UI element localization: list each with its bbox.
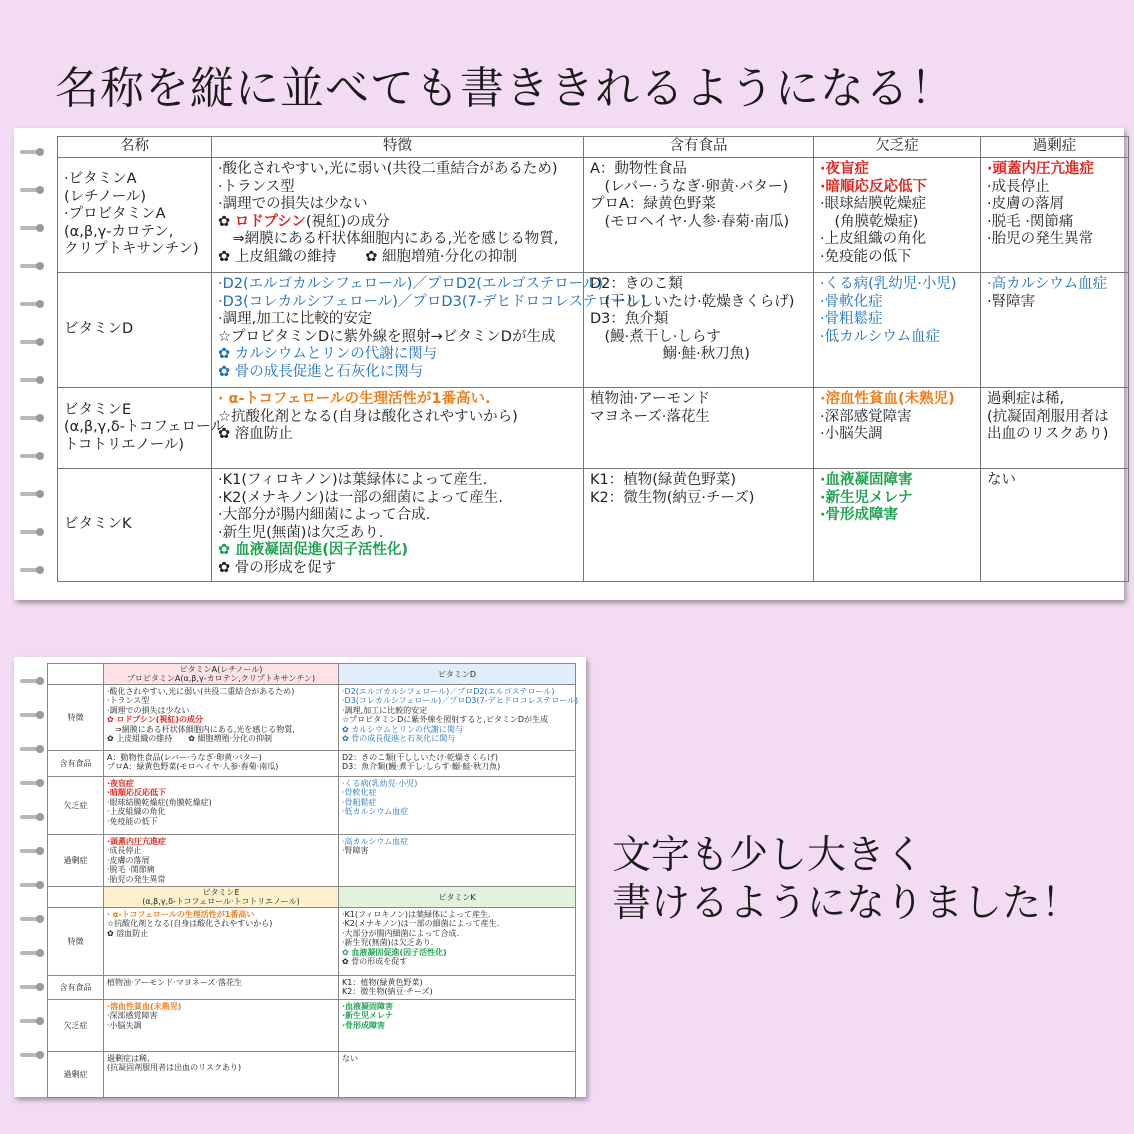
- blank-header: [48, 664, 104, 685]
- binder-ring-icon: [20, 847, 48, 855]
- cell-line: 植物油·アーモンド·マヨネーズ·落花生: [107, 978, 242, 988]
- cell-line: ·小脳失調: [107, 1020, 142, 1030]
- table-row: [48, 777, 576, 835]
- caption: [612, 832, 1080, 928]
- cell-line: ·プロビタミンA: [64, 206, 166, 223]
- cell-line: ·上皮組織の角化: [820, 231, 927, 248]
- cell-line: ·胎児の発生異常: [987, 231, 1094, 248]
- binder-ring-icon: [20, 813, 48, 821]
- table-row: [48, 751, 576, 777]
- cell-line: ·D2(エルゴカルシフェロール)／プロD2(エルゴステロール): [218, 276, 604, 292]
- cell-line: (抗凝固剤服用者は: [987, 408, 1109, 425]
- cell-line: マヨネーズ·落花生: [590, 408, 710, 425]
- binder-ring-icon: [20, 300, 48, 308]
- binder-ring-icon: [20, 1017, 48, 1025]
- table-row: [58, 158, 1129, 273]
- deficiency-cell: [814, 158, 981, 273]
- cell-line: ·高カルシウム血症: [342, 837, 409, 846]
- cell-line: ·K2(メナキノン)は一部の細菌によって産生.: [342, 919, 500, 929]
- row-label: 欠乏症: [48, 999, 104, 1051]
- caption-line: 文字も少し大きく: [612, 833, 925, 878]
- cell-line: ·免疫能の低下: [820, 248, 912, 265]
- cell-line: ✿ 骨の形成を促す: [218, 559, 337, 576]
- cell-line: K1：植物(緑黄色野菜): [342, 978, 423, 988]
- row-label: 過剰症: [48, 1051, 104, 1097]
- cell-line: (α,β,γ-カロテン,: [64, 223, 174, 240]
- cell-line: クリプトキサンチン): [64, 241, 199, 258]
- cell-line: ·くる病(乳幼児·小児): [820, 276, 957, 292]
- binder-ring-icon: [20, 983, 48, 991]
- cell-line: K2：微生物(納豆·チーズ): [590, 489, 755, 506]
- cell-line: ない: [342, 1053, 358, 1063]
- binder-ring-icon: [20, 490, 48, 498]
- vitamin-table-compact: [47, 663, 579, 1098]
- foods-cell: [584, 388, 814, 469]
- cell-line: ビタミンE: [64, 401, 132, 418]
- cell-line: 出血のリスクあり): [987, 426, 1109, 443]
- table-header-row: [48, 887, 576, 908]
- cell-line: ·K1(フィロキノン)は葉緑体によって産生.: [342, 910, 491, 920]
- cell-line: ·酸化されやすい,光に弱い(共役二重結合があるため): [107, 687, 295, 696]
- cell-line: ·眼球結膜乾燥症(角膜乾燥症): [107, 797, 212, 807]
- vitamin-name-cell: [58, 158, 212, 273]
- data-cell: [339, 777, 576, 835]
- cell-line: ·成長停止: [987, 178, 1050, 195]
- cell-line: ·調理,加工に比較的安定: [218, 311, 373, 328]
- binder-ring-icon: [20, 745, 48, 753]
- cell-line: ✿ 骨の成長促進と石灰化に関与: [342, 734, 456, 744]
- row-label: 含有食品: [48, 976, 104, 1000]
- data-cell: [104, 777, 339, 835]
- table-header-row: [48, 664, 576, 685]
- data-cell: [104, 835, 339, 887]
- foods-cell: [584, 273, 814, 388]
- cell-line: ✿ 上皮組織の維持 ✿ 細胞増殖·分化の抑制: [107, 734, 273, 744]
- cell-line: (レチノール): [64, 188, 147, 205]
- cell-line: ·調理での損失は少ない: [218, 196, 368, 213]
- data-cell: [339, 751, 576, 777]
- cell-line: ·皮膚の落屑: [107, 855, 150, 865]
- data-cell: [104, 976, 339, 1000]
- cell-line: ·頭蓋内圧亢進症: [107, 837, 167, 846]
- binder-rings: [20, 128, 50, 600]
- column-header: 特徴: [212, 137, 584, 158]
- vitamin-name-cell: [58, 273, 212, 388]
- cell-line: ·新生児(無菌)は欠乏あり.: [342, 938, 434, 948]
- data-cell: [104, 999, 339, 1051]
- cell-line: (モロヘイヤ·人参·春菊·南瓜): [590, 213, 790, 230]
- cell-line: 過剰症は稀,: [987, 391, 1065, 407]
- header-line: ビタミンE: [202, 888, 240, 898]
- cell-line: ·酸化されやすい,光に弱い(共役二重結合があるため): [218, 161, 558, 177]
- binder-ring-icon: [20, 711, 48, 719]
- data-cell: [339, 685, 579, 751]
- cell-line: ·腎障害: [987, 293, 1036, 310]
- cell-line: ✿ ロドプシン(視紅)の成分: [107, 715, 204, 725]
- cell-line: トコトリエノール): [64, 436, 185, 453]
- binder-ring-icon: [20, 881, 48, 889]
- cell-line: ✿ 血液凝固促進(因子活性化): [342, 947, 447, 957]
- cell-line: ·深部感覚障害: [107, 1011, 158, 1021]
- row-label: 欠乏症: [48, 777, 104, 835]
- cell-line: ·D2(エルゴカルシフェロール)／プロD2(エルゴステロール): [342, 687, 555, 696]
- binder-ring-icon: [20, 566, 48, 574]
- cell-line: ·上皮組織の角化: [107, 807, 166, 817]
- features-cell: [212, 158, 584, 273]
- data-cell: [104, 908, 339, 976]
- deficiency-cell: [814, 469, 981, 582]
- row-label: 特徴: [48, 685, 104, 751]
- header-line: ビタミンK: [438, 892, 476, 902]
- header-line: ビタミンA(レチノール): [179, 665, 263, 674]
- cell-line: D3：魚介類(鰻·煮干し·しらす·鰯·鮭·秋刀魚): [342, 762, 501, 772]
- vitamin-name-cell: [58, 388, 225, 469]
- cell-line: ·大部分が腸内細菌によって合成.: [342, 928, 460, 938]
- binder-ring-icon: [20, 224, 48, 232]
- cell-line: ✿ 上皮組織の維持 ✿ 細胞増殖·分化の抑制: [218, 248, 518, 265]
- cell-line: ·骨粗鬆症: [342, 797, 377, 807]
- cell-line: ·調理,加工に比較的安定: [342, 705, 428, 715]
- cell-line: ·夜盲症: [107, 779, 135, 788]
- table-row: [58, 388, 1129, 469]
- vitamin-header: [104, 887, 339, 908]
- row-label: 特徴: [48, 908, 104, 976]
- cell-line: ✿ 溶血防止: [218, 426, 293, 443]
- cell-line: ☆プロビタミンDに紫外線を照射すると,ビタミンDが生成: [342, 715, 549, 725]
- cell-line: A：動物性食品: [590, 161, 687, 177]
- table-row: [48, 1051, 576, 1097]
- cell-line: ·溶血性貧血(未熟児): [107, 1001, 182, 1011]
- binder-ring-icon: [20, 186, 48, 194]
- cell-line: ·骨軟化症: [342, 788, 377, 798]
- vitamin-table-wide: [57, 136, 1129, 582]
- cell-line: ·K1(フィロキノン)は葉緑体によって産生.: [218, 472, 488, 488]
- cell-line: ·暗順応反応低下: [820, 178, 928, 195]
- cell-line: ·免疫能の低下: [107, 816, 158, 826]
- cell-line: ✿ ロドプシン(視紅)の成分: [218, 213, 390, 230]
- cell-line: ✿ 骨の成長促進と石灰化に関与: [218, 363, 424, 380]
- features-cell: [212, 388, 584, 469]
- cell-line: ·皮膚の落屑: [987, 196, 1065, 213]
- cell-line: ✿ カルシウムとリンの代謝に関与: [342, 724, 463, 734]
- cell-line: ·低カルシウム血症: [342, 807, 409, 817]
- data-cell: [339, 908, 576, 976]
- table-row: [48, 835, 576, 887]
- cell-line: ·高カルシウム血症: [987, 276, 1108, 292]
- cell-line: ·D3(コレカルシフェロール)／プロD3(7-デヒドロコレステロール): [342, 696, 579, 706]
- cell-line: ·トランス型: [107, 696, 150, 706]
- highlight-term: ロドプシン: [234, 213, 306, 230]
- cell-line: ·眼球結膜乾燥症: [820, 196, 927, 213]
- cell-line: (角膜乾燥症): [820, 213, 919, 230]
- header-line: ビタミンD: [437, 669, 477, 679]
- cell-line: (鰻·煮干し·しらす: [590, 328, 721, 345]
- cell-line: ·K2(メナキノン)は一部の細菌によって産生.: [218, 489, 503, 506]
- row-label: 含有食品: [48, 751, 104, 777]
- cell-line: ·骨粗鬆症: [820, 311, 883, 328]
- cell-line: ·血液凝固障害: [820, 472, 913, 488]
- cell-line: ·脱毛 ·関節痛: [987, 213, 1074, 230]
- cell-line: ✿ 血液凝固促進(因子活性化): [218, 542, 408, 559]
- data-cell: [339, 999, 576, 1051]
- cell-line: ·頭蓋内圧亢進症: [987, 161, 1095, 177]
- vitamin-header: [339, 887, 576, 908]
- cell-line: ·ビタミンA: [64, 171, 137, 188]
- table-row: [48, 685, 576, 751]
- binder-ring-icon: [20, 1051, 48, 1059]
- table-row: [58, 273, 1129, 388]
- vitamin-header: [104, 664, 339, 685]
- cell-line: ·くる病(乳幼児·小児): [342, 779, 418, 788]
- row-label: 過剰症: [48, 835, 104, 887]
- table-header-row: [58, 137, 1129, 158]
- cell-line: ⇒網膜にある杆状体細胞内にある,光を感じる物質,: [218, 231, 559, 248]
- cell-line: (α,β,γ,δ-トコフェロール: [64, 419, 225, 436]
- binder-ring-icon: [20, 148, 48, 156]
- cell-line: ·骨軟化症: [820, 293, 883, 310]
- headline: 名称を縦に並べても書ききれるようになる！: [55, 63, 955, 114]
- vitamin-table-card-wide: [14, 128, 1124, 600]
- cell-line: ·調理での損失は少ない: [107, 705, 190, 715]
- vitamin-name-cell: [58, 469, 212, 582]
- cell-line: ·小脳失調: [820, 426, 883, 443]
- cell-line: ·夜盲症: [820, 161, 870, 177]
- cell-line: (抗凝固剤服用者は出血のリスクあり): [107, 1063, 242, 1073]
- cell-line: ✿ 溶血防止: [107, 928, 149, 938]
- table-row: [48, 908, 576, 976]
- cell-line: · α-トコフェロールの生理活性が1番高い: [107, 910, 255, 920]
- cell-line: ☆プロビタミンDに紫外線を照射→ビタミンDが生成: [218, 328, 556, 345]
- cell-line: ない: [987, 472, 1016, 488]
- cell-line: (レバー·うなぎ·卵黄·バター): [590, 178, 789, 195]
- cell-line: ·血液凝固障害: [342, 1001, 394, 1011]
- cell-line: K2：微生物(納豆·チーズ): [342, 987, 433, 997]
- cell-line: ·腎障害: [342, 846, 369, 856]
- binder-ring-icon: [20, 414, 48, 422]
- cell-line: 過剰症は稀,: [107, 1053, 150, 1063]
- column-header: 名称: [58, 137, 212, 158]
- data-cell: [104, 685, 339, 751]
- binder-ring-icon: [20, 677, 48, 685]
- cell-line: ·新生児メレナ: [342, 1011, 394, 1021]
- blank-header: [48, 887, 104, 908]
- cell-line: ·成長停止: [107, 846, 142, 856]
- excess-cell: [981, 388, 1129, 469]
- cell-line: ☆抗酸化剤となる(自身は酸化されやすいから): [218, 408, 518, 425]
- cell-line: 植物油·アーモンド: [590, 391, 711, 407]
- vitamin-header: [339, 664, 576, 685]
- cell-line: D2：きのこ類: [590, 276, 683, 292]
- cell-line: ·骨形成障害: [820, 507, 899, 524]
- cell-line: · α-トコフェロールの生理活性が1番高い.: [218, 391, 491, 407]
- features-cell: [212, 469, 584, 582]
- data-cell: [339, 1051, 576, 1097]
- cell-line: ✿ 骨の形成を促す: [342, 957, 408, 967]
- header-line: プロビタミンA(α,β,γ-カロテン,クリプトキサンチン): [126, 674, 316, 683]
- cell-line: A：動物性食品(レバー·うなぎ·卵黄·バター): [107, 753, 262, 762]
- foods-cell: [584, 469, 814, 582]
- cell-line: ☆抗酸化剤となる(自身は酸化されやすいから): [107, 919, 273, 929]
- cell-line: K1：植物(緑黄色野菜): [590, 472, 737, 488]
- cell-line: ビタミンD: [64, 321, 134, 338]
- excess-cell: [981, 469, 1129, 582]
- cell-line: ·溶血性貧血(未熟児): [820, 391, 955, 407]
- cell-line: ·脱毛 ·関節痛: [107, 865, 155, 875]
- vitamin-table-card-old: [14, 657, 586, 1097]
- column-header: 過剰症: [981, 137, 1129, 158]
- cell-line: 鰯·鮭·秋刀魚): [590, 346, 750, 363]
- cell-line: ·トランス型: [218, 178, 295, 195]
- cell-line: ビタミンK: [64, 516, 132, 533]
- cell-line: ·胎児の発生異常: [107, 874, 166, 884]
- cell-line: ·新生児(無菌)は欠乏あり.: [218, 524, 384, 541]
- deficiency-cell: [814, 388, 981, 469]
- binder-ring-icon: [20, 262, 48, 270]
- cell-line: ·骨形成障害: [342, 1020, 386, 1030]
- cell-line: ·新生児メレナ: [820, 489, 913, 506]
- binder-ring-icon: [20, 949, 48, 957]
- cell-line: D3：魚介類: [590, 311, 669, 328]
- cell-line: (干ししいたけ·乾燥きくらげ): [590, 293, 795, 310]
- data-cell: [339, 976, 576, 1000]
- data-cell: [104, 751, 339, 777]
- binder-rings: [20, 657, 50, 1097]
- column-header: 含有食品: [584, 137, 814, 158]
- binder-ring-icon: [20, 779, 48, 787]
- data-cell: [104, 1051, 339, 1097]
- table-row: [58, 469, 1129, 582]
- binder-ring-icon: [20, 452, 48, 460]
- data-cell: [339, 835, 576, 887]
- cell-line: ⇒網膜にある杆状体細胞内にある,光を感じる物質,: [107, 724, 295, 734]
- binder-ring-icon: [20, 376, 48, 384]
- header-line: (α,β,γ,δ-トコフェロール·トコトリエノール): [142, 897, 300, 907]
- cell-line: ·低カルシウム血症: [820, 328, 941, 345]
- cell-line: プロA：緑黄色野菜(モロヘイヤ·人参·春菊·南瓜): [107, 762, 279, 772]
- cell-line: D2：きのこ類(干ししいたけ·乾燥きくらげ): [342, 753, 499, 762]
- foods-cell: [584, 158, 814, 273]
- excess-cell: [981, 158, 1129, 273]
- cell-line: ·D3(コレカルシフェロール)／プロD3(7-デヒドロコレステロール): [218, 293, 647, 310]
- cell-line: ·深部感覚障害: [820, 408, 912, 425]
- deficiency-cell: [814, 273, 981, 388]
- caption-line: 書けるようになりました！: [612, 881, 1081, 926]
- table-row: [48, 976, 576, 1000]
- table-row: [48, 999, 576, 1051]
- binder-ring-icon: [20, 915, 48, 923]
- excess-cell: [981, 273, 1129, 388]
- cell-line: プロA：緑黄色野菜: [590, 196, 716, 213]
- cell-line: ·大部分が腸内細菌によって合成.: [218, 507, 431, 524]
- column-header: 欠乏症: [814, 137, 981, 158]
- cell-line: ✿ カルシウムとリンの代謝に関与: [218, 346, 438, 363]
- binder-ring-icon: [20, 338, 48, 346]
- binder-ring-icon: [20, 528, 48, 536]
- cell-line: ·暗順応反応低下: [107, 788, 167, 798]
